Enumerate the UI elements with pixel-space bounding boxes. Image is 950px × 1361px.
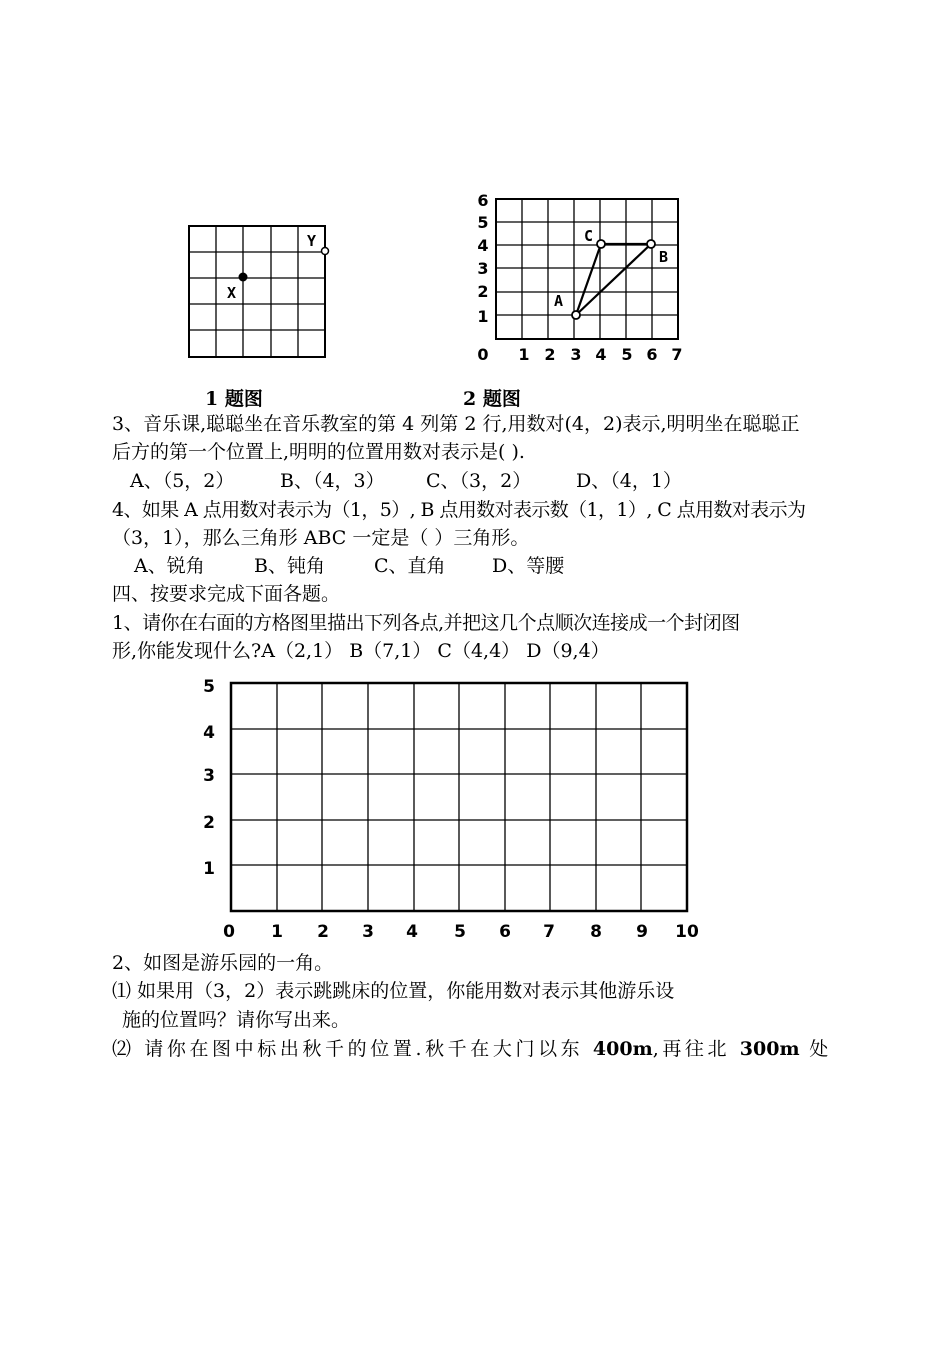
x-tick: 3 — [362, 922, 374, 942]
point-c — [597, 240, 605, 248]
figure-1-grid — [185, 222, 335, 362]
y-tick: 4 — [203, 723, 215, 743]
q3-option-a: A、（5，2） — [130, 470, 235, 492]
x-tick: 3 — [570, 345, 582, 364]
x-tick: 1 — [271, 922, 283, 942]
point-y — [322, 248, 329, 255]
q3-line1 — [112, 411, 850, 437]
x-tick: 4 — [595, 345, 607, 364]
q4-line2: （3，1），那么三角形 ABC 一定是（ ）三角形。 — [112, 527, 530, 549]
y-tick: 2 — [203, 813, 215, 833]
point-a — [572, 311, 580, 319]
point-x — [239, 273, 248, 282]
x-tick: 7 — [543, 922, 555, 942]
section4-heading: 四、按要求完成下面各题。 — [112, 583, 341, 605]
y-tick: 6 — [477, 191, 489, 210]
q2-part1-line2: 施的位置吗？请你写出来。 — [122, 1009, 351, 1031]
q2-part2-prefix: ⑵ 请你在图中标出秋千的位置.秋千在大门以东 — [112, 1038, 584, 1060]
y-tick: 1 — [203, 859, 215, 879]
q4-option-a: A、锐角 — [134, 555, 205, 577]
coordinate-grid-10x5 — [190, 672, 710, 947]
q3-text-1: 3、音乐课,聪聪坐在音乐教室的第 4 列第 2 行,用数对(4，2)表示,明明坐在聪聪正 — [112, 413, 800, 435]
x-tick: 4 — [406, 922, 418, 942]
y-tick: 4 — [477, 236, 489, 255]
section4-p1-line1: 1、请你在右面的方格图里描出下列各点,并把这几个点顺次连接成一个封闭图 — [112, 612, 740, 634]
q2-part2-distance-east: 400m — [592, 1038, 653, 1060]
section4-p1-line2: 形,你能发现什么?A（2,1） B（7,1） C（4,4） D（9,4） — [112, 640, 610, 662]
x-tick: 0 — [223, 922, 235, 942]
figure-2-caption: 2 题图 — [463, 388, 521, 410]
x-tick: 1 — [518, 345, 530, 364]
x-tick: 5 — [621, 345, 633, 364]
x-tick: 9 — [636, 922, 648, 942]
q2-part2-distance-north: 300m — [739, 1038, 800, 1060]
q2-line1: 2、如图是游乐园的一角。 — [112, 952, 334, 974]
point-b — [647, 240, 655, 248]
y-tick: 3 — [477, 259, 489, 278]
q3-option-c: C、（3，2） — [426, 470, 532, 492]
y-tick: 5 — [203, 677, 215, 697]
y-tick: 3 — [203, 766, 215, 786]
x-tick: 5 — [454, 922, 466, 942]
x-tick: 10 — [675, 922, 699, 942]
q2-part1-line1: ⑴ 如果用（3，2）表示跳跳床的位置，你能用数对表示其他游乐设 — [112, 980, 675, 1002]
point-x-label: X — [227, 284, 237, 302]
q4-option-d: D、等腰 — [492, 555, 565, 577]
q3-option-d: D、（4，1） — [576, 470, 682, 492]
point-a-label: A — [554, 292, 564, 310]
q4-options — [134, 553, 565, 579]
q2-part2-mid: ,再往北 — [652, 1038, 731, 1060]
x-tick: 8 — [590, 922, 602, 942]
point-b-label: B — [659, 248, 669, 266]
x-tick: 0 — [477, 345, 489, 364]
x-tick: 2 — [317, 922, 329, 942]
y-tick: 1 — [477, 307, 489, 326]
x-tick: 6 — [499, 922, 511, 942]
figure-1-caption: 1 题图 — [205, 388, 263, 410]
q3-line2: 后方的第一个位置上,明明的位置用数对表示是( ). — [112, 441, 525, 463]
y-tick: 2 — [477, 282, 489, 301]
q4-option-c: C、直角 — [374, 555, 446, 577]
point-y-label: Y — [307, 232, 317, 250]
q2-part2 — [112, 1036, 832, 1062]
q2-part2-suffix: 处 — [809, 1038, 832, 1060]
x-tick: 2 — [544, 345, 556, 364]
figure-2-coordinate-grid — [470, 188, 695, 368]
q4-line1: 4、如果 A 点用数对表示为（1，5）, B 点用数对表示数（1，1）, C 点用数对表示为 — [112, 499, 806, 521]
point-c-label: C — [584, 227, 594, 245]
x-tick: 6 — [646, 345, 658, 364]
q3-options — [130, 468, 682, 494]
x-tick: 7 — [671, 345, 683, 364]
y-tick: 5 — [477, 213, 489, 232]
q3-option-b: B、（4，3） — [280, 470, 385, 492]
q4-option-b: B、钝角 — [254, 555, 325, 577]
